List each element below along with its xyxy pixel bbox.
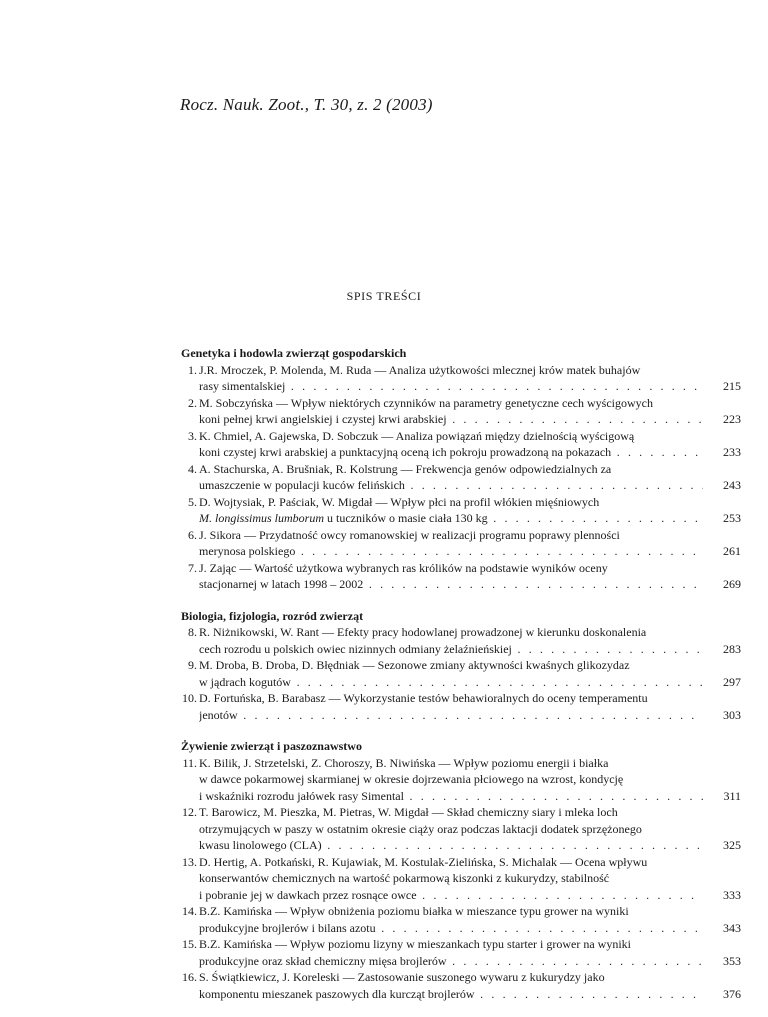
toc-entry [181,903,741,936]
entry-text-line: B.Z. Kamińska — Wpływ obniżenia poziomu białka w mieszance typu grower na wyniki [199,904,629,918]
entry-page-number: 297 [723,674,741,689]
entry-number: 8. [188,625,197,639]
entry-text-line: R. Niżnikowski, W. Rant — Efekty pracy hodowlanej prowadzonej w kierunku doskonalenia [199,625,647,639]
entry-page-number: 283 [723,641,741,656]
toc-entry [181,494,741,527]
entry-text-line: M. Sobczyńska — Wpływ niektórych czynników na parametry genetyczne cech wyścigowych [199,395,653,410]
entry-text-line: w dawce pokarmowej skarmianej w okresie dojrzewania płciowego na wzrost, kondycję [199,772,624,786]
entry-text-line: J. Sikora — Przydatność owcy romanowskiej w realizacji programu poprawy plenności [199,527,620,542]
entry-page-number: 353 [723,953,741,968]
entry-text-line: J.R. Mroczek, P. Molenda, M. Ruda — Analiza użytkowości mlecznej krów matek buhajów [199,362,641,377]
entry-text-line: konserwantów chemicznych na wartość pokarmową kiszonki z kukurydzy, stabilność [199,871,610,885]
toc-entry [181,395,741,428]
table-of-contents [181,345,741,1017]
toc-entry [181,657,741,690]
entry-text-line: kwasu linolowego (CLA) . . . [199,837,703,854]
entry-text-line: koni pełnej krwi angielskiej i czystej krwi arabskiej . . . [199,411,703,428]
toc-entry [181,755,741,805]
entry-text-line: i pobranie jej w dawkach przez rosnące owce . . . [199,887,703,904]
toc-entry [181,428,741,461]
toc-entry [181,624,741,657]
entry-number: 9. [188,658,197,672]
entry-page-number: 233 [723,445,741,459]
toc-entry [181,854,741,904]
entry-text-line: B.Z. Kamińska — Wpływ poziomu lizyny w mieszankach typu starter i grower na wyniki [199,937,632,951]
entry-text-line: merynosa polskiego . . . [199,543,703,560]
entry-text-line: umaszczenie w populacji kuców felińskich . . . [199,477,703,494]
entry-text-line: D. Fortuńska, B. Barabasz — Wykorzystanie testów behawioralnych do oceny temperamentu [199,691,648,705]
section-title: Biologia, fizjologia, rozród zwierząt [181,608,364,623]
entry-number: 11. [182,755,197,770]
entry-page-number: 215 [723,379,741,393]
entry-number: 13. [182,854,197,869]
entry-text-line: stacjonarnej w latach 1998 – 2002 . . . [199,576,703,593]
section-title: Genetyka i hodowla zwierząt gospodarskich [181,346,407,360]
toc-entry [181,936,741,969]
entry-page-number: 253 [723,511,741,525]
toc-entry [181,560,741,593]
journal-header: Rocz. Nauk. Zoot., T. 30, z. 2 (2003) [180,95,433,114]
entry-number: 12. [182,805,197,819]
toc-section [181,608,741,724]
entry-text-line: A. Stachurska, A. Brušniak, R. Kolstrung — Frekwencja genów odpowiedzialnych za [199,461,612,476]
entry-text-line: w jądrach kogutów . . . [199,674,703,691]
entry-number: 5. [188,494,197,509]
toc-title: SPIS TREŚCI [346,289,422,303]
entry-text-line: D. Hertig, A. Potkański, R. Kujawiak, M. Kostulak-Zielińska, S. Michalak — Ocena wpływu [199,854,648,869]
entry-text-line: i wskaźniki rozrodu jałówek rasy Simental . . . [199,788,703,805]
entry-page-number: 325 [723,838,741,852]
section-title: Żywienie zwierząt i paszoznawstwo [181,739,362,753]
toc-entry [181,461,741,494]
entry-number: 2. [188,395,197,410]
entry-number: 4. [188,461,197,476]
entry-page-number: 333 [723,887,741,902]
entry-number: 1. [188,362,197,377]
toc-entry [181,804,741,854]
entry-page-number: 223 [723,412,741,426]
entry-number: 7. [188,560,197,575]
toc-section [181,345,741,593]
entry-number: 6. [188,527,197,542]
toc-entry [181,527,741,560]
entry-number: 3. [188,428,197,443]
entry-number: 14. [182,904,197,918]
toc-entry [181,690,741,723]
entry-text-line: jenotów . . . [199,707,703,724]
entry-number: 10. [182,691,197,705]
entry-text-line: cech rozrodu u polskich owiec nizinnych odmiany żelaźnieńskiej . . . [199,641,703,658]
entry-text-line: rasy simentalskiej . . . [199,378,703,395]
entry-text-line: S. Świątkiewicz, J. Koreleski — Zastosowanie suszonego wywaru z kukurydzy jako [199,970,605,984]
entry-text-line: M. longissimus lumborum u tuczników o masie ciała 130 kg . . . [199,510,703,527]
toc-entry [181,969,741,1002]
entry-text-line: J. Zając — Wartość użytkowa wybranych ras królików na podstawie wyników oceny [199,560,608,575]
toc-entry [181,362,741,395]
entry-text-line: produkcyjne oraz skład chemiczny mięsa brojlerów . . . [199,953,703,970]
entry-page-number: 261 [723,544,741,558]
entry-text-line: K. Chmiel, A. Gajewska, D. Sobczuk — Analiza powiązań między dzielnością wyścigową [199,428,635,443]
entry-text-line: produkcyjne brojlerów i bilans azotu . . . [199,920,703,937]
toc-section [181,738,741,1002]
entry-text-line: otrzymujących w paszy w ostatnim okresie ciąży oraz podczas laktacji dodatek sprzężonego [199,821,642,836]
entry-page-number: 303 [723,707,741,722]
entry-text-line: T. Barowicz, M. Pieszka, M. Pietras, W. Migdał — Skład chemiczny siary i mleka loch [199,805,618,819]
entry-page-number: 376 [723,986,741,1001]
entry-text-line: M. Droba, B. Droba, D. Błędniak — Sezonowe zmiany aktywności kwaśnych glikozydaz [199,658,630,672]
entry-text-line: K. Bilik, J. Strzetelski, Z. Choroszy, B. Niwińska — Wpływ poziomu energii i białka [199,755,609,770]
latin-term: M. longissimus lumborum [199,511,325,525]
entry-number: 16. [182,970,197,984]
entry-text-line: komponentu mieszanek paszowych dla kurcząt brojlerów . . . [199,986,703,1003]
entry-page-number: 311 [723,788,741,803]
entry-page-number: 343 [723,920,741,935]
entry-text-line: koni czystej krwi arabskiej a punktacyjną oceną ich pokroju prowadzoną na pokazach . . . [199,444,703,461]
entry-page-number: 269 [723,577,741,591]
entry-number: 15. [182,937,197,951]
entry-text-line: D. Wojtysiak, P. Paściak, W. Migdał — Wpływ płci na profil włókien mięśniowych [199,494,600,509]
entry-page-number: 243 [723,478,741,492]
